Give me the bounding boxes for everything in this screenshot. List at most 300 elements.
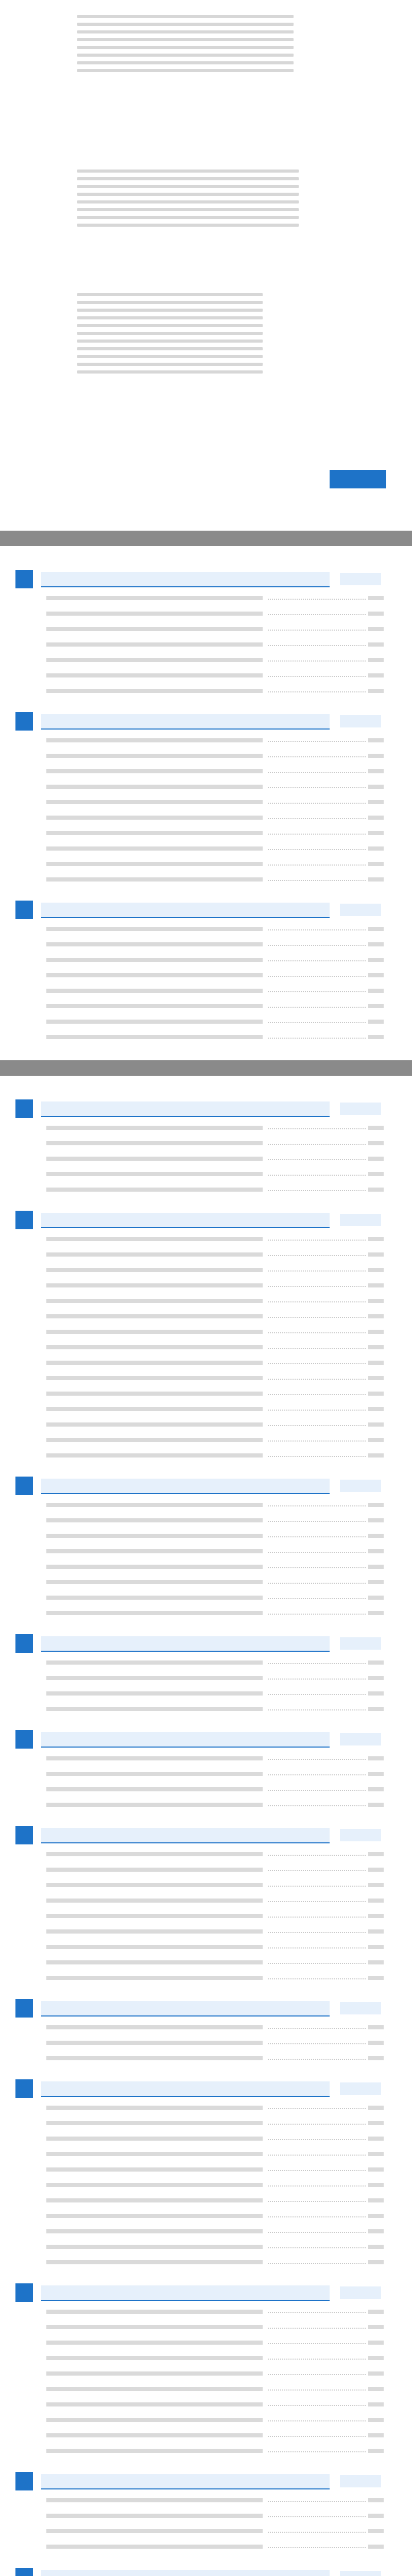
entry-title	[46, 1376, 263, 1380]
chapter-title	[41, 2001, 330, 2016]
chapter-row[interactable]	[0, 899, 412, 921]
toc-heading-bar	[330, 470, 386, 488]
entry-page-number	[368, 1803, 384, 1807]
toc-entry[interactable]	[0, 1497, 412, 1513]
toc-entry[interactable]	[0, 2050, 412, 2066]
toc-entry[interactable]	[0, 2177, 412, 2193]
chapter-title	[41, 1828, 330, 1843]
chapter-row[interactable]	[0, 2281, 412, 2304]
entry-title	[46, 1772, 263, 1776]
dot-leader	[268, 1301, 366, 1302]
toc-entry[interactable]	[0, 1766, 412, 1782]
toc-entry[interactable]	[0, 2115, 412, 2131]
toc-entry[interactable]	[0, 2493, 412, 2508]
entry-title	[46, 1852, 263, 1856]
chapter-number	[15, 2079, 33, 2098]
chapter-number	[15, 1211, 33, 1229]
entry-page-number	[368, 1660, 384, 1665]
entry-page-number	[368, 1899, 384, 1903]
cip-top-line	[77, 61, 294, 64]
toc-entry[interactable]	[0, 1293, 412, 1309]
dot-leader	[268, 849, 366, 850]
dot-leader	[268, 1286, 366, 1287]
entry-title	[46, 2387, 263, 2391]
entry-page-number	[368, 1453, 384, 1458]
toc-entry[interactable]	[0, 652, 412, 668]
toc-entry[interactable]	[0, 1370, 412, 1386]
cip-bottom-line	[77, 324, 263, 327]
entry-title	[46, 958, 263, 962]
toc-entry[interactable]	[0, 1701, 412, 1717]
entry-page-number	[368, 2356, 384, 2360]
cip-mid-lines	[77, 170, 299, 227]
entry-page-number	[368, 2418, 384, 2422]
toc-entry[interactable]	[0, 983, 412, 998]
toc-entry[interactable]	[0, 1014, 412, 1029]
entry-page-number	[368, 1004, 384, 1008]
entry-page-number	[368, 1314, 384, 1318]
toc-entry[interactable]	[0, 1513, 412, 1528]
entry-page-number	[368, 2198, 384, 2202]
dot-leader	[268, 2263, 366, 2264]
entry-title	[46, 2514, 263, 2518]
dot-leader	[268, 1679, 366, 1680]
entry-page-number	[368, 1268, 384, 1272]
toc-entry[interactable]	[0, 637, 412, 652]
dot-leader	[268, 2501, 366, 2502]
toc-entry[interactable]	[0, 1309, 412, 1324]
chapter-page-number	[340, 2286, 381, 2299]
entry-title	[46, 1611, 263, 1615]
dot-leader	[268, 1332, 366, 1333]
dot-leader	[268, 1255, 366, 1256]
toc-entry[interactable]	[0, 810, 412, 825]
dot-leader	[268, 1175, 366, 1176]
toc-entry[interactable]	[0, 1797, 412, 1812]
chapter-number	[15, 1477, 33, 1495]
toc-entry[interactable]	[0, 1262, 412, 1278]
dot-leader	[268, 2420, 366, 2421]
chapter-title	[41, 1636, 330, 1652]
toc-entry[interactable]	[0, 2131, 412, 2146]
entry-title	[46, 627, 263, 631]
entry-page-number	[368, 1299, 384, 1303]
entry-page-number	[368, 612, 384, 616]
entry-page-number	[368, 877, 384, 882]
entry-page-number	[368, 2341, 384, 2345]
entry-page-number	[368, 1330, 384, 1334]
chapter-number	[15, 1826, 33, 1844]
toc-entry[interactable]	[0, 998, 412, 1014]
toc-entry[interactable]	[0, 1862, 412, 1877]
chapter-row[interactable]	[0, 1475, 412, 1497]
entry-page-number	[368, 1883, 384, 1887]
toc-entry[interactable]	[0, 1924, 412, 1939]
cip-top-block	[0, 10, 412, 77]
dot-leader	[268, 1614, 366, 1615]
entry-page-number	[368, 1503, 384, 1507]
chapter-number	[15, 1099, 33, 1118]
toc-entry[interactable]	[0, 2035, 412, 2050]
entry-page-number	[368, 1707, 384, 1711]
toc-entry[interactable]	[0, 2146, 412, 2162]
dot-leader	[268, 2185, 366, 2187]
entry-title	[46, 1004, 263, 1008]
entry-title	[46, 2198, 263, 2202]
entry-title	[46, 2418, 263, 2422]
entry-title	[46, 2041, 263, 2045]
toc-entry[interactable]	[0, 1401, 412, 1417]
entry-title	[46, 754, 263, 758]
toc-entry[interactable]	[0, 2208, 412, 2224]
entry-page-number	[368, 2106, 384, 2110]
toc-entry[interactable]	[0, 1970, 412, 1986]
dot-leader	[268, 2155, 366, 2156]
entry-title	[46, 1503, 263, 1507]
toc-entry[interactable]	[0, 1432, 412, 1448]
entry-page-number	[368, 1976, 384, 1980]
dot-leader	[268, 976, 366, 977]
entry-page-number	[368, 1422, 384, 1427]
dot-leader	[268, 1505, 366, 1506]
entry-page-number	[368, 1691, 384, 1696]
toc-entry[interactable]	[0, 2508, 412, 2523]
dot-leader	[268, 630, 366, 631]
toc-entry[interactable]	[0, 1686, 412, 1701]
entry-title	[46, 2025, 263, 2029]
cip-top-lines	[77, 15, 294, 72]
cip-mid-line	[77, 177, 299, 180]
entry-page-number	[368, 1407, 384, 1411]
entry-title	[46, 1945, 263, 1949]
entry-title	[46, 1691, 263, 1696]
entry-title	[46, 1299, 263, 1303]
entry-page-number	[368, 1345, 384, 1349]
entry-page-number	[368, 1126, 384, 1130]
cip-bottom-line	[77, 355, 263, 358]
dot-leader	[268, 2328, 366, 2329]
toc-entry[interactable]	[0, 1247, 412, 1262]
toc-entry[interactable]	[0, 764, 412, 779]
entry-title	[46, 1787, 263, 1791]
dot-leader	[268, 1521, 366, 1522]
dot-leader	[268, 834, 366, 835]
entry-page-number	[368, 2387, 384, 2391]
toc-entry[interactable]	[0, 683, 412, 699]
entry-page-number	[368, 846, 384, 851]
entry-page-number	[368, 1868, 384, 1872]
dot-leader	[268, 1901, 366, 1902]
toc-entry[interactable]	[0, 937, 412, 952]
dot-leader	[268, 1774, 366, 1775]
entry-page-number	[368, 642, 384, 647]
entry-title	[46, 1126, 263, 1130]
entry-page-number	[368, 1157, 384, 1161]
dot-leader	[268, 614, 366, 615]
entry-page-number	[368, 2137, 384, 2141]
entry-page-number	[368, 2449, 384, 2453]
entry-title	[46, 831, 263, 835]
toc-entry[interactable]	[0, 952, 412, 968]
toc-entry[interactable]	[0, 1590, 412, 1605]
entry-title	[46, 1580, 263, 1584]
entry-page-number	[368, 627, 384, 631]
entry-title	[46, 1268, 263, 1272]
cip-bottom-line	[77, 301, 263, 304]
cip-bottom-line	[77, 363, 263, 366]
dot-leader	[268, 2059, 366, 2060]
entry-title	[46, 2137, 263, 2141]
entry-title	[46, 673, 263, 677]
chapter-row[interactable]	[0, 2470, 412, 2493]
dot-leader	[268, 1440, 366, 1442]
chapter-title	[41, 1213, 330, 1228]
chapter-page-number	[340, 1214, 381, 1226]
toc-entry[interactable]	[0, 1386, 412, 1401]
cip-bottom-line	[77, 332, 263, 335]
chapter-row[interactable]	[0, 1632, 412, 1655]
entry-title	[46, 2106, 263, 2110]
toc-entry[interactable]	[0, 2350, 412, 2366]
chapter-title	[41, 1479, 330, 1494]
entry-page-number	[368, 1172, 384, 1176]
cip-bottom-line	[77, 293, 263, 296]
dot-leader	[268, 599, 366, 600]
dot-leader	[268, 929, 366, 930]
toc-entry[interactable]	[0, 2255, 412, 2270]
entry-page-number	[368, 927, 384, 931]
toc-entry[interactable]	[0, 2412, 412, 2428]
entry-title	[46, 2056, 263, 2060]
toc-entry[interactable]	[0, 2100, 412, 2115]
toc-entry[interactable]	[0, 1846, 412, 1862]
toc-entry[interactable]	[0, 1417, 412, 1432]
chapter-row[interactable]	[0, 1097, 412, 1120]
cip-bottom-block	[0, 289, 412, 378]
entry-title	[46, 596, 263, 600]
entry-title	[46, 2498, 263, 2502]
chapter-row[interactable]	[0, 710, 412, 733]
toc-entry[interactable]	[0, 1166, 412, 1182]
entry-page-number	[368, 1141, 384, 1145]
toc-entry[interactable]	[0, 2381, 412, 2397]
chapter-row[interactable]	[0, 2566, 412, 2576]
toc-entry[interactable]	[0, 2193, 412, 2208]
entry-title	[46, 785, 263, 789]
dot-leader	[268, 1978, 366, 1979]
toc-entry[interactable]	[0, 2162, 412, 2177]
entry-page-number	[368, 1376, 384, 1380]
entry-page-number	[368, 816, 384, 820]
dot-leader	[268, 1128, 366, 1129]
toc-entry[interactable]	[0, 1324, 412, 1340]
cip-top-line	[77, 46, 294, 49]
toc-entry[interactable]	[0, 2020, 412, 2035]
entry-page-number	[368, 800, 384, 804]
dot-leader	[268, 1159, 366, 1160]
toc-entry[interactable]	[0, 2397, 412, 2412]
entry-title	[46, 1976, 263, 1980]
entry-page-number	[368, 1960, 384, 1964]
toc-entry[interactable]	[0, 668, 412, 683]
toc-entry[interactable]	[0, 921, 412, 937]
toc-entry[interactable]	[0, 794, 412, 810]
entry-page-number	[368, 2152, 384, 2156]
dot-leader	[268, 2108, 366, 2109]
toc-entry[interactable]	[0, 1340, 412, 1355]
toc-entry[interactable]	[0, 1528, 412, 1544]
toc-entry[interactable]	[0, 2366, 412, 2381]
entry-title	[46, 1960, 263, 1964]
entry-page-number	[368, 1852, 384, 1856]
entry-title	[46, 1407, 263, 1411]
toc-entry[interactable]	[0, 1029, 412, 1045]
toc-entry[interactable]	[0, 2304, 412, 2319]
toc-entry[interactable]	[0, 1120, 412, 1136]
toc-entry[interactable]	[0, 968, 412, 983]
dot-leader	[268, 2389, 366, 2391]
toc-entry[interactable]	[0, 1574, 412, 1590]
dot-leader	[268, 2170, 366, 2171]
dot-leader	[268, 1190, 366, 1191]
entry-page-number	[368, 1534, 384, 1538]
toc-entry[interactable]	[0, 2224, 412, 2239]
entry-page-number	[368, 989, 384, 993]
cip-mid-line	[77, 200, 299, 204]
chapter-number	[15, 901, 33, 919]
dot-leader	[268, 1456, 366, 1457]
entry-title	[46, 1803, 263, 1807]
chapter-row[interactable]	[0, 1209, 412, 1231]
toc-entry[interactable]	[0, 2539, 412, 2554]
cip-top-line	[77, 15, 294, 18]
toc-entry[interactable]	[0, 2523, 412, 2539]
toc-entry[interactable]	[0, 1355, 412, 1370]
toc-entry[interactable]	[0, 2239, 412, 2255]
toc-entry[interactable]	[0, 1782, 412, 1797]
toc-entry[interactable]	[0, 1939, 412, 1955]
cip-mid-block	[0, 165, 412, 231]
toc-entry[interactable]	[0, 2335, 412, 2350]
part-divider	[0, 520, 412, 556]
dot-leader	[268, 1583, 366, 1584]
toc-entry[interactable]	[0, 1544, 412, 1559]
chapter-page-number	[340, 1733, 381, 1745]
dot-leader	[268, 1144, 366, 1145]
toc-entry[interactable]	[0, 841, 412, 856]
toc-entry[interactable]	[0, 1908, 412, 1924]
entry-title	[46, 1172, 263, 1176]
entry-title	[46, 1035, 263, 1039]
toc-entry[interactable]	[0, 1231, 412, 1247]
chapter-row[interactable]	[0, 1997, 412, 2020]
part-label	[0, 531, 412, 546]
toc-entry[interactable]	[0, 1655, 412, 1670]
toc-entry[interactable]	[0, 621, 412, 637]
toc-entry[interactable]	[0, 606, 412, 621]
toc-entry[interactable]	[0, 1278, 412, 1293]
toc-entry[interactable]	[0, 2319, 412, 2335]
entry-page-number	[368, 2245, 384, 2249]
entry-page-number	[368, 754, 384, 758]
cip-bottom-line	[77, 316, 263, 319]
chapter-title	[41, 2285, 330, 2301]
toc-entry[interactable]	[0, 1751, 412, 1766]
entry-page-number	[368, 1756, 384, 1760]
chapter-title	[41, 572, 330, 587]
toc-entry[interactable]	[0, 1559, 412, 1574]
chapter-number	[15, 1634, 33, 1653]
toc-entry[interactable]	[0, 1448, 412, 1463]
toc-entry[interactable]	[0, 1605, 412, 1621]
part-divider	[0, 1050, 412, 1086]
entry-title	[46, 2545, 263, 2549]
toc-entry[interactable]	[0, 733, 412, 748]
chapter-row[interactable]	[0, 1824, 412, 1846]
chapter-row[interactable]	[0, 2077, 412, 2100]
toc-entry[interactable]	[0, 1893, 412, 1908]
toc-entry[interactable]	[0, 825, 412, 841]
toc-entry[interactable]	[0, 1136, 412, 1151]
dot-leader	[268, 2451, 366, 2452]
dot-leader	[268, 1759, 366, 1760]
entry-title	[46, 1392, 263, 1396]
toc-entry[interactable]	[0, 2443, 412, 2459]
toc-entry[interactable]	[0, 1182, 412, 1197]
toc-entry[interactable]	[0, 1670, 412, 1686]
dot-leader	[268, 1790, 366, 1791]
part-label	[0, 1060, 412, 1076]
toc-entry[interactable]	[0, 1877, 412, 1893]
dot-leader	[268, 756, 366, 757]
chapter-row[interactable]	[0, 1728, 412, 1751]
toc-entry[interactable]	[0, 872, 412, 887]
entry-page-number	[368, 2167, 384, 2172]
entry-page-number	[368, 2056, 384, 2060]
dot-leader	[268, 2028, 366, 2029]
entry-page-number	[368, 1580, 384, 1584]
toc-entry[interactable]	[0, 779, 412, 794]
entry-title	[46, 989, 263, 993]
toc-entry[interactable]	[0, 590, 412, 606]
entry-title	[46, 689, 263, 693]
dot-leader	[268, 660, 366, 662]
entry-title	[46, 862, 263, 866]
entry-title	[46, 2260, 263, 2264]
chapter-row[interactable]	[0, 568, 412, 590]
entry-title	[46, 1314, 263, 1318]
dot-leader	[268, 1007, 366, 1008]
cip-mid-line	[77, 216, 299, 219]
entry-title	[46, 816, 263, 820]
toc-entry[interactable]	[0, 1151, 412, 1166]
toc-entry[interactable]	[0, 748, 412, 764]
toc-entry[interactable]	[0, 1955, 412, 1970]
chapter-page-number	[340, 573, 381, 585]
entry-page-number	[368, 1392, 384, 1396]
dot-leader	[268, 1886, 366, 1887]
dot-leader	[268, 1536, 366, 1537]
cip-top-line	[77, 54, 294, 57]
entry-page-number	[368, 1676, 384, 1680]
entry-page-number	[368, 1237, 384, 1241]
toc-heading	[0, 464, 412, 495]
entry-title	[46, 1756, 263, 1760]
entry-title	[46, 1899, 263, 1903]
entry-title	[46, 1252, 263, 1257]
toc-entry[interactable]	[0, 856, 412, 872]
toc-entry[interactable]	[0, 2428, 412, 2443]
